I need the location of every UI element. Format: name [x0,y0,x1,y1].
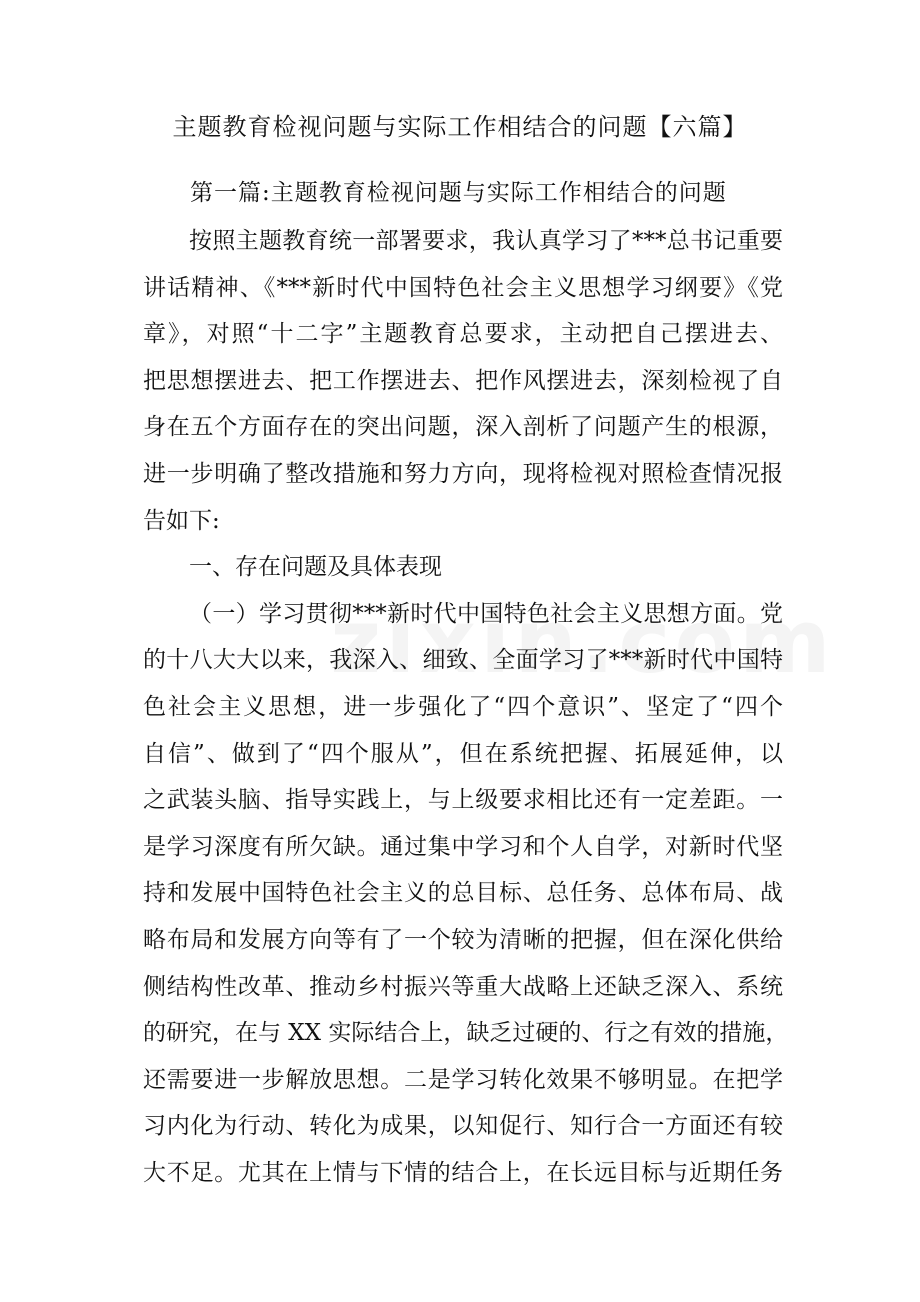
body-text [143,218,789,1196]
section-subtitle: 第一篇:主题教育检视问题与实际工作相结合的问题 [190,180,727,206]
text-line: 色社会主义思想，进一步强化了“四个意识”、坚定了“四个 [143,693,783,720]
document-title: 主题教育检视问题与实际工作相结合的问题【六篇】 [172,113,748,141]
text-line: 是学习深度有所欠缺。通过集中学习和个人自学，对新时代坚 [143,833,783,860]
text-line: 进一步明确了整改措施和努力方向，现将检视对照检查情况报 [143,460,783,487]
text-line: 把思想摆进去、把工作摆进去、把作风摆进去，深刻检视了自 [143,367,783,394]
text-line: 身在五个方面存在的突出问题，深入剖析了问题产生的根源， [143,414,783,441]
text-line: 大不足。尤其在上情与下情的结合上，在长远目标与近期任务 [143,1159,783,1186]
text-line: 的研究，在与 XX 实际结合上，缺乏过硬的、行之有效的措施， [143,1020,789,1047]
text-line: （一）学习贯彻***新时代中国特色社会主义思想方面。党 [189,600,783,627]
text-line: 的十八大大以来，我深入、细致、全面学习了***新时代中国特 [143,647,783,674]
text-line: 章》，对照“十二字”主题教育总要求，主动把自己摆进去、 [143,321,783,348]
text-line: 自信”、做到了“四个服从”，但在系统把握、拓展延伸，以 [143,740,783,767]
text-line: 还需要进一步解放思想。二是学习转化效果不够明显。在把学 [143,1066,783,1093]
section-heading: 一、存在问题及具体表现 [189,554,442,581]
text-line: 之武装头脑、指导实践上，与上级要求相比还有一定差距。一 [143,787,783,814]
text-line: 持和发展中国特色社会主义的总目标、总任务、总体布局、战 [143,880,783,907]
text-line: 按照主题教育统一部署要求，我认真学习了***总书记重要 [189,228,783,254]
text-line: 侧结构性改革、推动乡村振兴等重大战略上还缺乏深入、系统 [143,973,783,1000]
text-line: 告如下: [143,507,220,534]
text-line: 略布局和发展方向等有了一个较为清晰的把握，但在深化供给 [143,926,783,953]
text-line: 习内化为行动、转化为成果，以知促行、知行合一方面还有较 [143,1113,783,1140]
text-line: 讲话精神、《***新时代中国特色社会主义思想学习纲要》《党 [143,274,783,301]
